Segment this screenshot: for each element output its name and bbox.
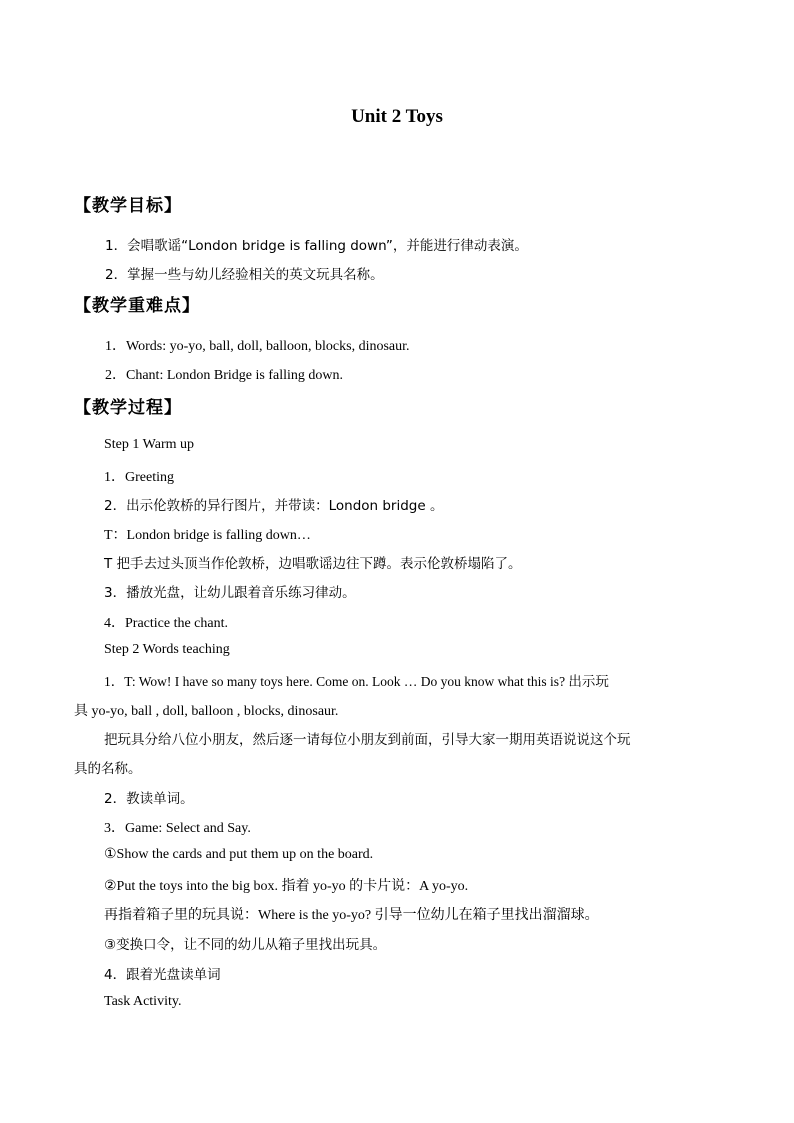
process-line-10: 具 yo-yo, ball , doll, balloon , blocks, dinosaur. (74, 704, 339, 719)
key-point-item-1: 1．Words: yo-yo, ball, doll, balloon, blocks, dinosaur. (105, 339, 410, 354)
process-line-11: 把玩具分给八位小朋友，然后逐一请每位小朋友到前面，引导大家一期用英语说说这个玩 (104, 732, 631, 748)
process-line-2: 1．Greeting (104, 470, 174, 485)
process-line-1: Step 1 Warm up (104, 437, 194, 452)
process-line-15: ①Show the cards and put them up on the board. (104, 847, 374, 862)
heading-key-points: 【教学重难点】 (74, 296, 200, 316)
process-line-18: ③变换口令，让不同的幼儿从箱子里找出玩具。 (104, 937, 387, 953)
process-line-5: T 把手去过头顶当作伦敦桥，边唱歌谣边往下蹲。表示伦敦桥塌陷了。 (104, 556, 522, 572)
process-line-13: 2．教读单词。 (104, 791, 194, 807)
process-line-19: 4．跟着光盘读单词 (104, 967, 221, 983)
process-line-4: T：London bridge is falling down… (104, 528, 311, 543)
process-line-16: ②Put the toys into the big box. 指着 yo-yo 的卡片说：A yo-yo. (104, 879, 469, 894)
process-line-20: Task Activity. (104, 994, 182, 1009)
page-title: Unit 2 Toys (351, 106, 443, 127)
process-line-12: 具的名称。 (74, 761, 142, 777)
process-line-6: 3．播放光盘，让幼儿跟着音乐练习律动。 (104, 585, 356, 601)
objective-item-1: 1．会唱歌谣“London bridge is falling down”，并能进行律动表演。 (105, 238, 528, 254)
heading-process: 【教学过程】 (74, 398, 182, 418)
process-line-9: 1．T: Wow! I have so many toys here. Come on. Look … Do you know what this is? 出示玩 (104, 674, 609, 689)
key-point-item-2: 2．Chant: London Bridge is falling down. (105, 368, 343, 383)
objective-item-2: 2．掌握一些与幼儿经验相关的英文玩具名称。 (105, 267, 384, 283)
process-line-7: 4．Practice the chant. (104, 616, 229, 631)
process-line-3: 2．出示伦敦桥的异行图片，并带读：London bridge 。 (104, 498, 444, 514)
heading-objectives: 【教学目标】 (74, 196, 182, 216)
process-line-8: Step 2 Words teaching (104, 642, 230, 657)
process-line-14: 3．Game: Select and Say. (104, 821, 251, 836)
process-line-17: 再指着箱子里的玩具说：Where is the yo-yo? 引导一位幼儿在箱子里找出溜溜球。 (104, 908, 599, 923)
